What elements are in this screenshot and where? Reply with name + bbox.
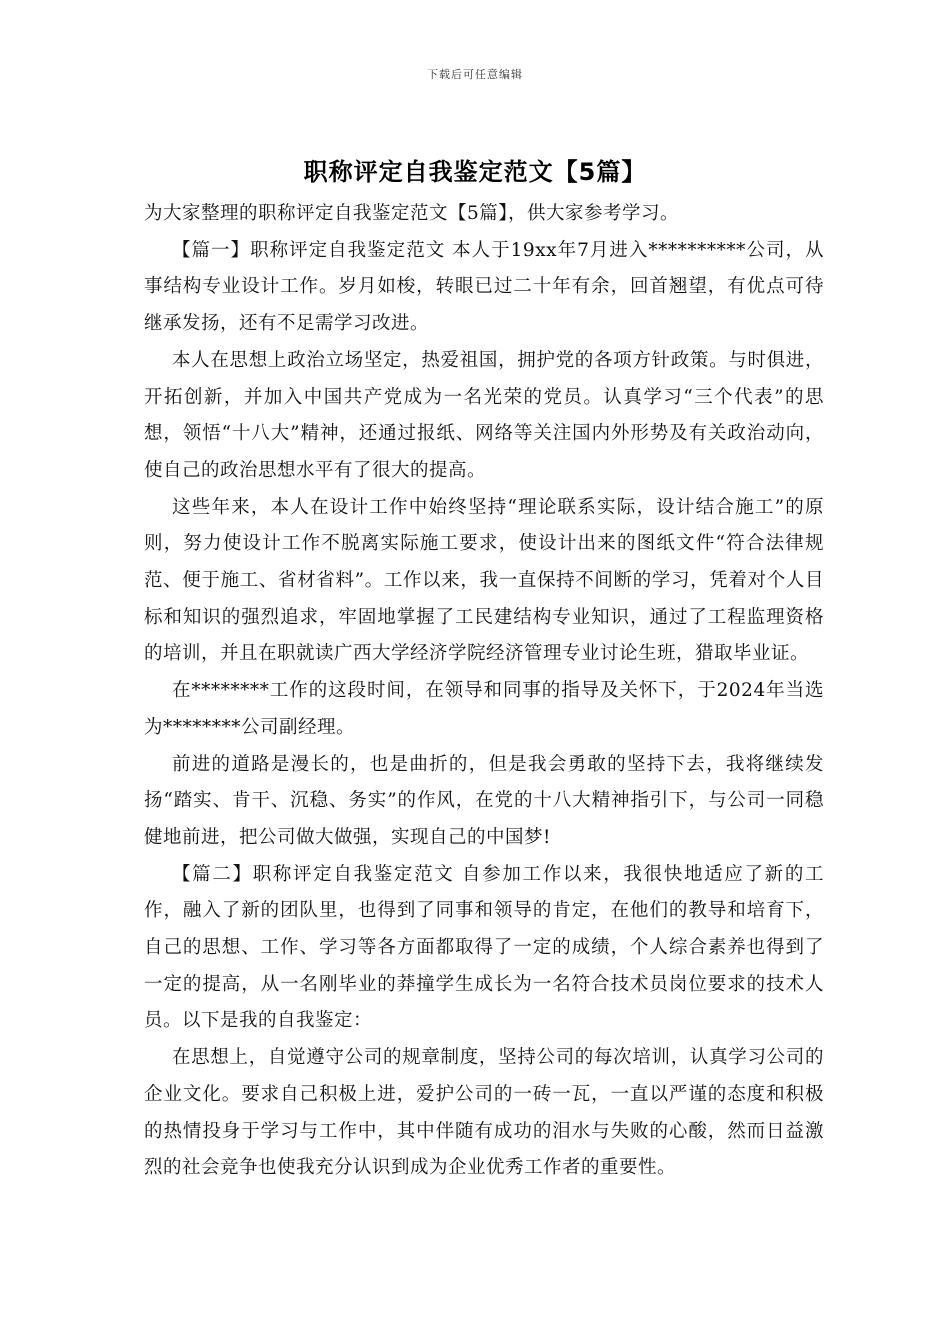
paragraph: 本人在思想上政治立场坚定，热爱祖国，拥护党的各项方针政策。与时俱进，开拓创新，并加入中国共产党成为一名光荣的党员。认真学习“三个代表”的思想，领悟“十八大”精神，还通过报纸、网络等关注国内外形势及有关政治动向，使自己的政治思想水平有了很大的提高。 (144, 349, 824, 481)
document-body (144, 196, 824, 1187)
paragraph: 在********工作的这段时间，在领导和同事的指导及关怀下，于2024年当选为********公司副经理。 (144, 680, 824, 738)
intro-paragraph: 为大家整理的职称评定自我鉴定范文【5篇】，供大家参考学习。 (144, 203, 680, 224)
paragraph: 这些年来，本人在设计工作中始终坚持“理论联系实际，设计结合施工”的原则，努力使设计工作不脱离实际施工要求，使设计出来的图纸文件“符合法律规范、便于施工、省材省料”。工作以来，我一直保持不间断的学习，凭着对个人目标和知识的强烈追求，牢固地掌握了工民建结构专业知识，通过了工程监理资格的培训，并且在职就读广西大学经济学院经济管理专业讨论生班，猎取毕业证。 (144, 496, 824, 665)
paragraph: 【篇二】职称评定自我鉴定范文 自参加工作以来，我很快地适应了新的工作，融入了新的团队里，也得到了同事和领导的肯定，在他们的教导和培育下，自己的思想、工作、学习等各方面都取得了一定的成绩，个人综合素养也得到了一定的提高，从一名刚毕业的莽撞学生成长为一名符合技术员岗位要求的技术人员。以下是我的自我鉴定： (144, 863, 824, 1032)
paragraph: 在思想上，自觉遵守公司的规章制度，坚持公司的每次培训，认真学习公司的企业文化。要求自己积极上进，爱护公司的一砖一瓦，一直以严谨的态度和积极的热情投身于学习与工作中，其中伴随有成功的泪水与失败的心酸，然而日益激烈的社会竞争也使我充分认识到成为企业优秀工作者的重要性。 (144, 1047, 824, 1179)
header-note: 下载后可任意编辑 (427, 68, 523, 81)
page-title: 职称评定自我鉴定范文【5篇】 (303, 158, 647, 186)
paragraph: 【篇一】职称评定自我鉴定范文 本人于19xx年7月进入**********公司，从事结构专业设计工作。岁月如梭，转眼已过二十年有余，回首翘望，有优点可待继承发扬，还有不足需学习改进。 (144, 239, 824, 335)
paragraph: 前进的道路是漫长的，也是曲折的，但是我会勇敢的坚持下去，我将继续发扬“踏实、肯干、沉稳、务实”的作风，在党的十八大精神指引下，与公司一同稳健地前进，把公司做大做强，实现自己的中国梦! (144, 753, 824, 848)
